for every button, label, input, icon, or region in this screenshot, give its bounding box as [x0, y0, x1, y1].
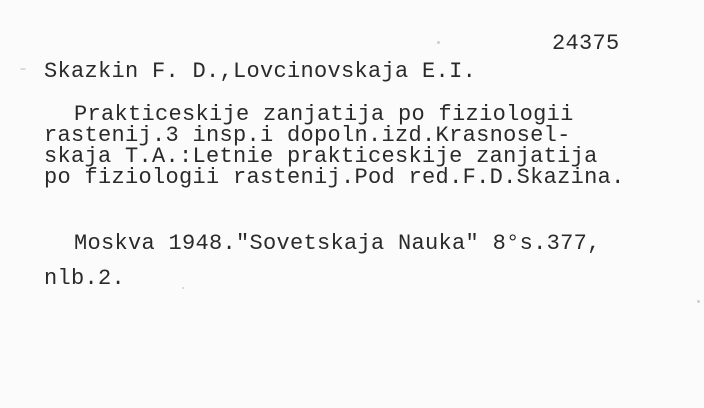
paper-speck: [20, 68, 26, 70]
paper-speck: [182, 287, 184, 289]
paper-speck: [697, 300, 700, 303]
title-line: skaja T.A.:Letnie prakticeskije zanjatija: [44, 144, 598, 169]
paper-speck: [437, 41, 440, 44]
authors-line: Skazkin F. D.,Lovcinovskaja E.I.: [44, 59, 477, 84]
catalog-number: 24375: [552, 31, 620, 56]
title-line: Prakticeskije zanjatija po fiziologii: [74, 102, 574, 127]
title-line: po fiziologii rastenij.Pod red.F.D.Skazina.: [44, 165, 625, 190]
imprint-line: Moskva 1948."Sovetskaja Nauka" 8°s.377,: [74, 231, 601, 256]
notes-line: nlb.2.: [44, 266, 126, 291]
title-line: rastenij.3 insp.i dopoln.izd.Krasnosel-: [44, 123, 571, 148]
